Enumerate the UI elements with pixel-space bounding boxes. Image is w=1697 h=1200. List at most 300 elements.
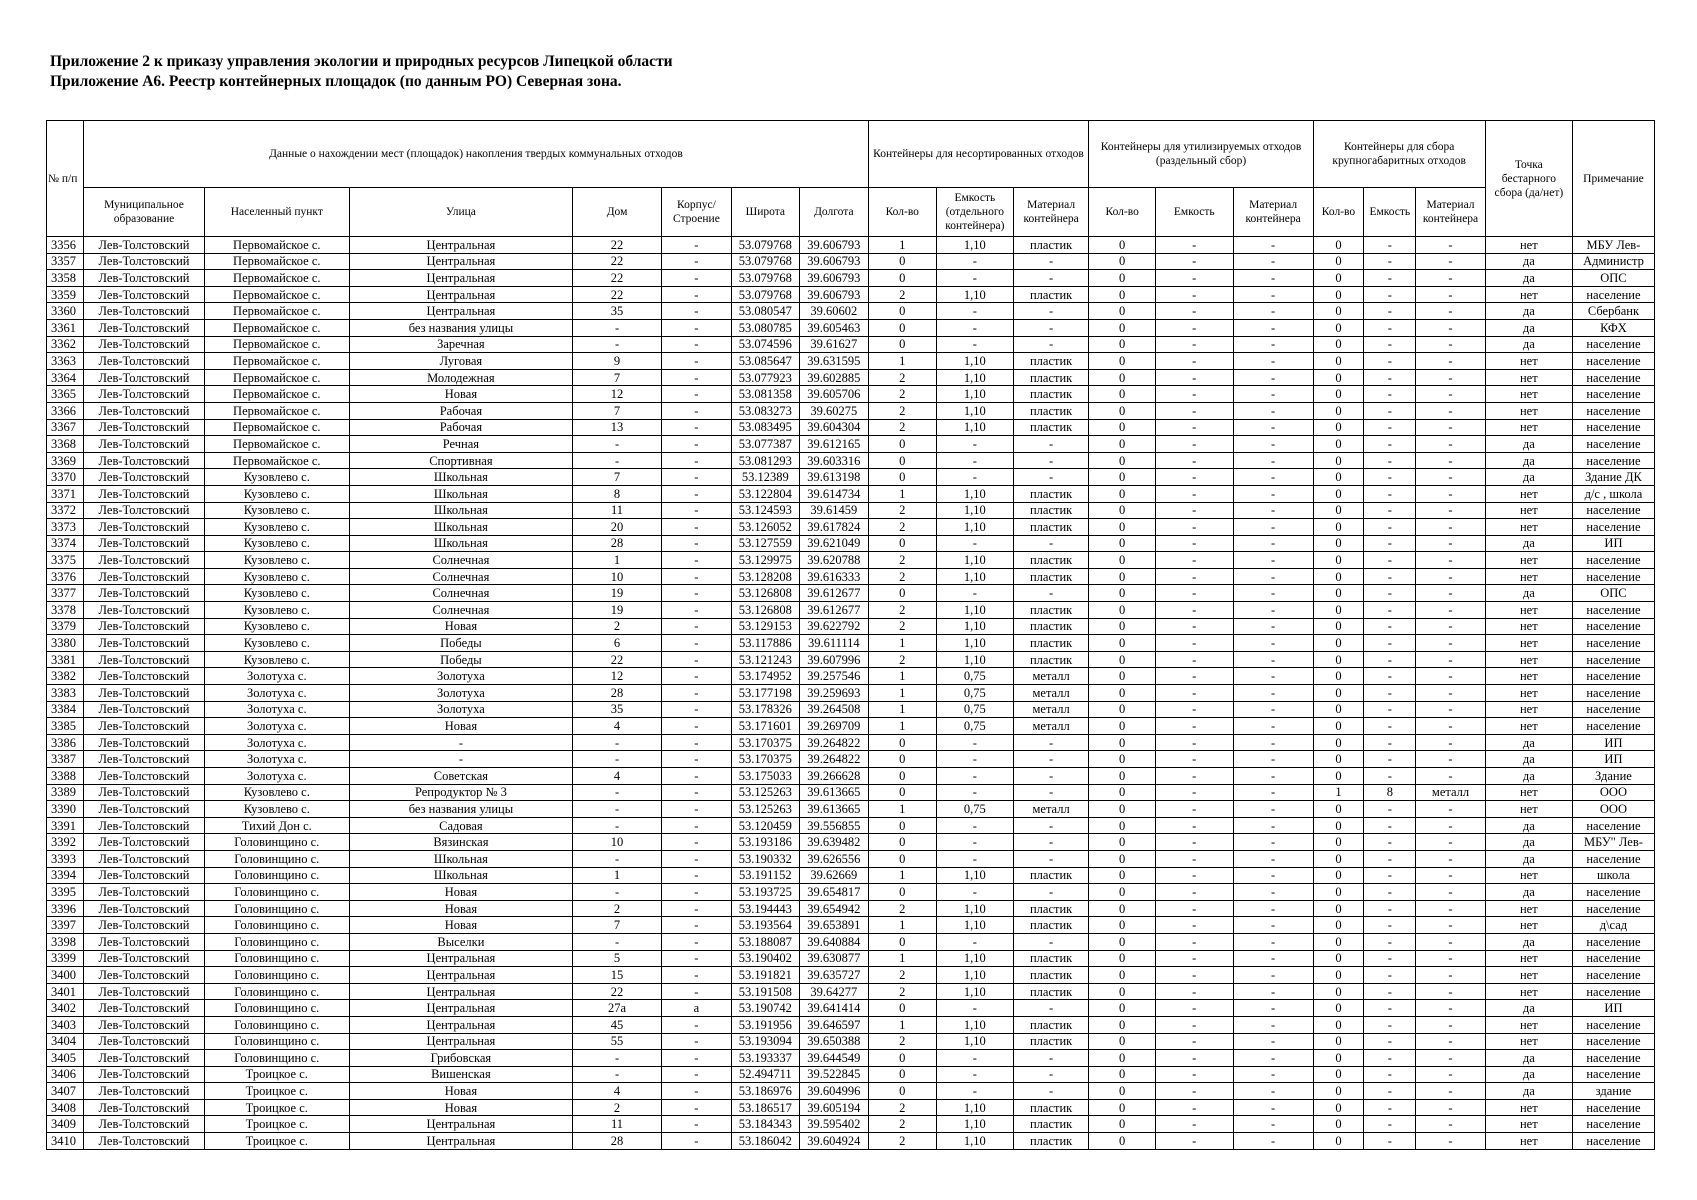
cell-unsorted-count: 2	[868, 386, 936, 403]
table-row	[47, 635, 1655, 652]
cell-bulky-material: -	[1416, 967, 1486, 984]
cell-house: 8	[572, 485, 661, 502]
cell-num: 3382	[47, 668, 84, 685]
cell-municipality: Лев-Толстовский	[84, 718, 204, 735]
cell-lon: 39.612677	[800, 585, 868, 602]
cell-settlement: Золотуха с.	[204, 751, 349, 768]
cell-house: 11	[572, 1116, 661, 1133]
cell-lat: 53.129975	[731, 552, 799, 569]
cell-building: -	[662, 452, 732, 469]
cell-recyclable-capacity: -	[1155, 867, 1233, 884]
cell-bulky-count: 0	[1313, 1116, 1364, 1133]
cell-bulky-material: -	[1416, 386, 1486, 403]
cell-building: -	[662, 950, 732, 967]
cell-recyclable-material: -	[1233, 668, 1313, 685]
cell-unsorted-material: -	[1013, 319, 1089, 336]
cell-street: Советская	[349, 768, 572, 785]
cell-bulky-material: -	[1416, 568, 1486, 585]
cell-settlement: Головинщино с.	[204, 900, 349, 917]
cell-house: 35	[572, 303, 661, 320]
cell-municipality: Лев-Толстовский	[84, 568, 204, 585]
cell-bulky-count: 0	[1313, 286, 1364, 303]
cell-recyclable-capacity: -	[1155, 1050, 1233, 1067]
cell-point: да	[1485, 817, 1572, 834]
cell-recyclable-capacity: -	[1155, 535, 1233, 552]
cell-recyclable-material: -	[1233, 303, 1313, 320]
cell-settlement: Троицкое с.	[204, 1066, 349, 1083]
cell-house: -	[572, 452, 661, 469]
cell-num: 3365	[47, 386, 84, 403]
cell-recyclable-count: 0	[1089, 618, 1155, 635]
cell-recyclable-material: -	[1233, 452, 1313, 469]
cell-recyclable-capacity: -	[1155, 1133, 1233, 1150]
table-row	[47, 933, 1655, 950]
cell-recyclable-capacity: -	[1155, 651, 1233, 668]
cell-building: -	[662, 286, 732, 303]
cell-unsorted-capacity: -	[936, 1066, 1013, 1083]
cell-recyclable-material: -	[1233, 983, 1313, 1000]
table-row	[47, 485, 1655, 502]
cell-municipality: Лев-Толстовский	[84, 900, 204, 917]
cell-note: население	[1572, 568, 1654, 585]
cell-num: 3369	[47, 452, 84, 469]
cell-lon: 39.612165	[800, 436, 868, 453]
cell-bulky-count: 0	[1313, 983, 1364, 1000]
cell-bulky-material: -	[1416, 801, 1486, 818]
cell-note: население	[1572, 519, 1654, 536]
table-row	[47, 253, 1655, 270]
cell-bulky-material: -	[1416, 701, 1486, 718]
cell-note: население	[1572, 668, 1654, 685]
cell-municipality: Лев-Толстовский	[84, 253, 204, 270]
cell-municipality: Лев-Толстовский	[84, 270, 204, 287]
cell-street: Школьная	[349, 502, 572, 519]
cell-lat: 53.081293	[731, 452, 799, 469]
cell-unsorted-capacity: 1,10	[936, 237, 1013, 254]
cell-house: 15	[572, 967, 661, 984]
cell-unsorted-capacity: 1,10	[936, 1116, 1013, 1133]
table-row	[47, 900, 1655, 917]
cell-recyclable-capacity: -	[1155, 419, 1233, 436]
cell-unsorted-count: 2	[868, 502, 936, 519]
cell-bulky-count: 0	[1313, 585, 1364, 602]
cell-recyclable-count: 0	[1089, 701, 1155, 718]
cell-num: 3401	[47, 983, 84, 1000]
cell-point: да	[1485, 270, 1572, 287]
cell-house: 1	[572, 552, 661, 569]
cell-bulky-capacity: -	[1364, 917, 1416, 934]
cell-building: -	[662, 801, 732, 818]
cell-recyclable-count: 0	[1089, 1083, 1155, 1100]
cell-unsorted-capacity: 1,10	[936, 950, 1013, 967]
cell-unsorted-capacity: -	[936, 817, 1013, 834]
cell-point: нет	[1485, 237, 1572, 254]
cell-bulky-material: -	[1416, 1050, 1486, 1067]
cell-lon: 39.639482	[800, 834, 868, 851]
cell-lat: 53.194443	[731, 900, 799, 917]
cell-unsorted-count: 0	[868, 933, 936, 950]
table-row	[47, 1066, 1655, 1083]
cell-recyclable-capacity: -	[1155, 685, 1233, 702]
cell-bulky-capacity: -	[1364, 502, 1416, 519]
cell-settlement: Первомайское с.	[204, 253, 349, 270]
cell-unsorted-capacity: 1,10	[936, 402, 1013, 419]
cell-settlement: Первомайское с.	[204, 402, 349, 419]
cell-settlement: Кузовлево с.	[204, 585, 349, 602]
cell-bulky-capacity: -	[1364, 1099, 1416, 1116]
cell-unsorted-count: 2	[868, 519, 936, 536]
table-row	[47, 535, 1655, 552]
cell-building: -	[662, 369, 732, 386]
cell-unsorted-count: 1	[868, 353, 936, 370]
col-building-header: Корпус/ Строение	[662, 188, 732, 237]
cell-municipality: Лев-Толстовский	[84, 1066, 204, 1083]
cell-num: 3396	[47, 900, 84, 917]
cell-unsorted-count: 0	[868, 751, 936, 768]
cell-recyclable-count: 0	[1089, 1033, 1155, 1050]
cell-lat: 53.193094	[731, 1033, 799, 1050]
cell-street: Новая	[349, 917, 572, 934]
cell-street: Спортивная	[349, 452, 572, 469]
cell-recyclable-count: 0	[1089, 635, 1155, 652]
cell-num: 3389	[47, 784, 84, 801]
cell-street: Школьная	[349, 867, 572, 884]
cell-municipality: Лев-Толстовский	[84, 1083, 204, 1100]
cell-bulky-count: 0	[1313, 452, 1364, 469]
cell-lon: 39.644549	[800, 1050, 868, 1067]
cell-street: -	[349, 734, 572, 751]
cell-recyclable-count: 0	[1089, 502, 1155, 519]
cell-unsorted-material: пластик	[1013, 950, 1089, 967]
cell-settlement: Первомайское с.	[204, 270, 349, 287]
cell-bulky-material: -	[1416, 452, 1486, 469]
cell-municipality: Лев-Толстовский	[84, 485, 204, 502]
cell-recyclable-count: 0	[1089, 734, 1155, 751]
cell-house: -	[572, 319, 661, 336]
cell-unsorted-count: 1	[868, 635, 936, 652]
cell-num: 3386	[47, 734, 84, 751]
cell-street: Центральная	[349, 1116, 572, 1133]
cell-house: 19	[572, 602, 661, 619]
table-row	[47, 1083, 1655, 1100]
cell-num: 3363	[47, 353, 84, 370]
cell-recyclable-material: -	[1233, 768, 1313, 785]
cell-num: 3402	[47, 1000, 84, 1017]
cell-recyclable-count: 0	[1089, 303, 1155, 320]
cell-recyclable-capacity: -	[1155, 967, 1233, 984]
cell-building: -	[662, 253, 732, 270]
cell-note: население	[1572, 602, 1654, 619]
col-unsorted-capacity-header: Емкость (отдельного контейнера)	[936, 188, 1013, 237]
cell-building: -	[662, 319, 732, 336]
cell-unsorted-material: пластик	[1013, 618, 1089, 635]
cell-house: -	[572, 933, 661, 950]
cell-bulky-count: 0	[1313, 701, 1364, 718]
cell-building: -	[662, 237, 732, 254]
cell-unsorted-capacity: -	[936, 834, 1013, 851]
cell-lat: 53.081358	[731, 386, 799, 403]
cell-settlement: Троицкое с.	[204, 1133, 349, 1150]
cell-bulky-material: -	[1416, 718, 1486, 735]
cell-unsorted-capacity: 1,10	[936, 369, 1013, 386]
cell-municipality: Лев-Толстовский	[84, 1000, 204, 1017]
cell-settlement: Первомайское с.	[204, 369, 349, 386]
cell-house: 9	[572, 353, 661, 370]
cell-house: 28	[572, 1133, 661, 1150]
cell-settlement: Кузовлево с.	[204, 602, 349, 619]
cell-bulky-material: -	[1416, 369, 1486, 386]
cell-num: 3393	[47, 850, 84, 867]
cell-municipality: Лев-Толстовский	[84, 933, 204, 950]
cell-lat: 53.125263	[731, 784, 799, 801]
cell-recyclable-material: -	[1233, 568, 1313, 585]
cell-num: 3406	[47, 1066, 84, 1083]
cell-lat: 53.188087	[731, 933, 799, 950]
cell-lat: 53.077387	[731, 436, 799, 453]
cell-bulky-capacity: -	[1364, 1083, 1416, 1100]
cell-unsorted-capacity: -	[936, 253, 1013, 270]
cell-municipality: Лев-Толстовский	[84, 618, 204, 635]
cell-recyclable-capacity: -	[1155, 784, 1233, 801]
cell-house: 2	[572, 1099, 661, 1116]
cell-recyclable-count: 0	[1089, 801, 1155, 818]
cell-point: нет	[1485, 419, 1572, 436]
cell-lon: 39.653891	[800, 917, 868, 934]
cell-house: 6	[572, 635, 661, 652]
cell-point: нет	[1485, 1116, 1572, 1133]
cell-unsorted-count: 0	[868, 469, 936, 486]
cell-unsorted-capacity: 1,10	[936, 602, 1013, 619]
cell-bulky-count: 0	[1313, 1066, 1364, 1083]
cell-street: Центральная	[349, 270, 572, 287]
cell-unsorted-count: 2	[868, 651, 936, 668]
cell-bulky-capacity: -	[1364, 319, 1416, 336]
cell-num: 3387	[47, 751, 84, 768]
cell-settlement: Головинщино с.	[204, 884, 349, 901]
cell-num: 3356	[47, 237, 84, 254]
cell-bulky-capacity: -	[1364, 270, 1416, 287]
cell-street: Новая	[349, 884, 572, 901]
cell-house: 35	[572, 701, 661, 718]
cell-lon: 39.654942	[800, 900, 868, 917]
cell-building: -	[662, 1099, 732, 1116]
cell-unsorted-count: 1	[868, 950, 936, 967]
cell-recyclable-material: -	[1233, 801, 1313, 818]
cell-unsorted-count: 2	[868, 568, 936, 585]
cell-lon: 39.626556	[800, 850, 868, 867]
cell-building: -	[662, 784, 732, 801]
cell-unsorted-count: 2	[868, 618, 936, 635]
cell-bulky-capacity: -	[1364, 419, 1416, 436]
table-row	[47, 867, 1655, 884]
cell-bulky-count: 0	[1313, 336, 1364, 353]
cell-point: нет	[1485, 369, 1572, 386]
cell-lat: 53.186976	[731, 1083, 799, 1100]
cell-settlement: Кузовлево с.	[204, 568, 349, 585]
cell-lat: 53.193337	[731, 1050, 799, 1067]
cell-municipality: Лев-Толстовский	[84, 585, 204, 602]
cell-lat: 53.124593	[731, 502, 799, 519]
cell-point: нет	[1485, 685, 1572, 702]
cell-municipality: Лев-Толстовский	[84, 734, 204, 751]
cell-house: -	[572, 784, 661, 801]
cell-note: КФХ	[1572, 319, 1654, 336]
cell-lon: 39.604304	[800, 419, 868, 436]
cell-recyclable-capacity: -	[1155, 369, 1233, 386]
cell-unsorted-material: пластик	[1013, 651, 1089, 668]
col-street-header: Улица	[349, 188, 572, 237]
cell-settlement: Первомайское с.	[204, 237, 349, 254]
cell-recyclable-capacity: -	[1155, 270, 1233, 287]
table-row	[47, 585, 1655, 602]
cell-unsorted-capacity: -	[936, 469, 1013, 486]
group-recyclable-header: Контейнеры для утилизируемых отходов (раздельный сбор)	[1089, 121, 1313, 188]
cell-house: 28	[572, 685, 661, 702]
cell-bulky-capacity: -	[1364, 834, 1416, 851]
cell-lat: 53.080547	[731, 303, 799, 320]
cell-settlement: Троицкое с.	[204, 1099, 349, 1116]
cell-recyclable-capacity: -	[1155, 768, 1233, 785]
cell-unsorted-count: 2	[868, 900, 936, 917]
cell-bulky-material: -	[1416, 651, 1486, 668]
cell-recyclable-capacity: -	[1155, 618, 1233, 635]
cell-unsorted-count: 1	[868, 1016, 936, 1033]
cell-num: 3376	[47, 568, 84, 585]
table-row	[47, 469, 1655, 486]
cell-unsorted-count: 0	[868, 535, 936, 552]
cell-lat: 53.128208	[731, 568, 799, 585]
cell-municipality: Лев-Толстовский	[84, 685, 204, 702]
cell-recyclable-material: -	[1233, 734, 1313, 751]
cell-point: да	[1485, 1050, 1572, 1067]
cell-unsorted-material: -	[1013, 784, 1089, 801]
cell-recyclable-count: 0	[1089, 270, 1155, 287]
cell-bulky-count: 1	[1313, 784, 1364, 801]
cell-building: -	[662, 668, 732, 685]
cell-recyclable-capacity: -	[1155, 602, 1233, 619]
cell-settlement: Первомайское с.	[204, 303, 349, 320]
cell-unsorted-count: 2	[868, 1116, 936, 1133]
cell-bulky-material: -	[1416, 817, 1486, 834]
cell-lat: 53.171601	[731, 718, 799, 735]
cell-recyclable-capacity: -	[1155, 917, 1233, 934]
cell-lat: 53.077923	[731, 369, 799, 386]
cell-recyclable-capacity: -	[1155, 817, 1233, 834]
cell-unsorted-material: металл	[1013, 685, 1089, 702]
cell-building: -	[662, 602, 732, 619]
cell-unsorted-count: 1	[868, 668, 936, 685]
cell-recyclable-capacity: -	[1155, 552, 1233, 569]
cell-recyclable-capacity: -	[1155, 734, 1233, 751]
col-house-header: Дом	[572, 188, 661, 237]
cell-street: Солнечная	[349, 552, 572, 569]
cell-house: -	[572, 436, 661, 453]
cell-lat: 53.174952	[731, 668, 799, 685]
cell-recyclable-capacity: -	[1155, 850, 1233, 867]
cell-unsorted-capacity: 1,10	[936, 552, 1013, 569]
cell-point: нет	[1485, 386, 1572, 403]
cell-recyclable-capacity: -	[1155, 336, 1233, 353]
cell-lon: 39.616333	[800, 568, 868, 585]
cell-unsorted-count: 1	[868, 867, 936, 884]
cell-recyclable-capacity: -	[1155, 1099, 1233, 1116]
cell-note: население	[1572, 336, 1654, 353]
table-row	[47, 950, 1655, 967]
cell-note: ОПС	[1572, 270, 1654, 287]
cell-recyclable-capacity: -	[1155, 585, 1233, 602]
table-row	[47, 1099, 1655, 1116]
cell-recyclable-material: -	[1233, 933, 1313, 950]
cell-building: -	[662, 850, 732, 867]
group-location-header: Данные о нахождении мест (площадок) накопления твердых коммунальных отходов	[84, 121, 868, 188]
cell-note: население	[1572, 452, 1654, 469]
cell-bulky-capacity: -	[1364, 303, 1416, 320]
table-row	[47, 817, 1655, 834]
cell-house: 22	[572, 983, 661, 1000]
cell-note: Здание ДК	[1572, 469, 1654, 486]
cell-unsorted-count: 0	[868, 1066, 936, 1083]
cell-lon: 39.266628	[800, 768, 868, 785]
registry-body	[47, 237, 1655, 1150]
cell-building: -	[662, 1050, 732, 1067]
cell-settlement: Золотуха с.	[204, 668, 349, 685]
cell-bulky-count: 0	[1313, 402, 1364, 419]
cell-building: -	[662, 1066, 732, 1083]
cell-recyclable-count: 0	[1089, 1116, 1155, 1133]
cell-street: Центральная	[349, 1000, 572, 1017]
cell-building: -	[662, 1116, 732, 1133]
cell-lon: 39.60275	[800, 402, 868, 419]
cell-settlement: Головинщино с.	[204, 933, 349, 950]
cell-note: население	[1572, 817, 1654, 834]
cell-building: -	[662, 585, 732, 602]
cell-settlement: Кузовлево с.	[204, 519, 349, 536]
cell-point: нет	[1485, 602, 1572, 619]
cell-street: Заречная	[349, 336, 572, 353]
cell-bulky-capacity: -	[1364, 1033, 1416, 1050]
col-note-header: Примечание	[1572, 121, 1654, 237]
cell-recyclable-material: -	[1233, 1016, 1313, 1033]
cell-bulky-capacity: -	[1364, 1133, 1416, 1150]
cell-point: нет	[1485, 651, 1572, 668]
cell-unsorted-capacity: -	[936, 535, 1013, 552]
cell-unsorted-count: 0	[868, 784, 936, 801]
cell-point: да	[1485, 469, 1572, 486]
cell-recyclable-count: 0	[1089, 568, 1155, 585]
cell-municipality: Лев-Толстовский	[84, 850, 204, 867]
table-row	[47, 452, 1655, 469]
cell-building: -	[662, 734, 732, 751]
cell-note: население	[1572, 983, 1654, 1000]
cell-settlement: Кузовлево с.	[204, 618, 349, 635]
cell-bulky-material: -	[1416, 734, 1486, 751]
cell-settlement: Первомайское с.	[204, 452, 349, 469]
cell-point: нет	[1485, 519, 1572, 536]
cell-building: -	[662, 685, 732, 702]
cell-unsorted-material: пластик	[1013, 568, 1089, 585]
cell-bulky-count: 0	[1313, 1033, 1364, 1050]
cell-lon: 39.650388	[800, 1033, 868, 1050]
cell-building: -	[662, 502, 732, 519]
cell-unsorted-capacity: 1,10	[936, 353, 1013, 370]
cell-unsorted-count: 2	[868, 967, 936, 984]
table-row	[47, 618, 1655, 635]
cell-num: 3375	[47, 552, 84, 569]
cell-unsorted-count: 2	[868, 1133, 936, 1150]
cell-note: население	[1572, 635, 1654, 652]
cell-building: -	[662, 336, 732, 353]
cell-bulky-capacity: -	[1364, 253, 1416, 270]
